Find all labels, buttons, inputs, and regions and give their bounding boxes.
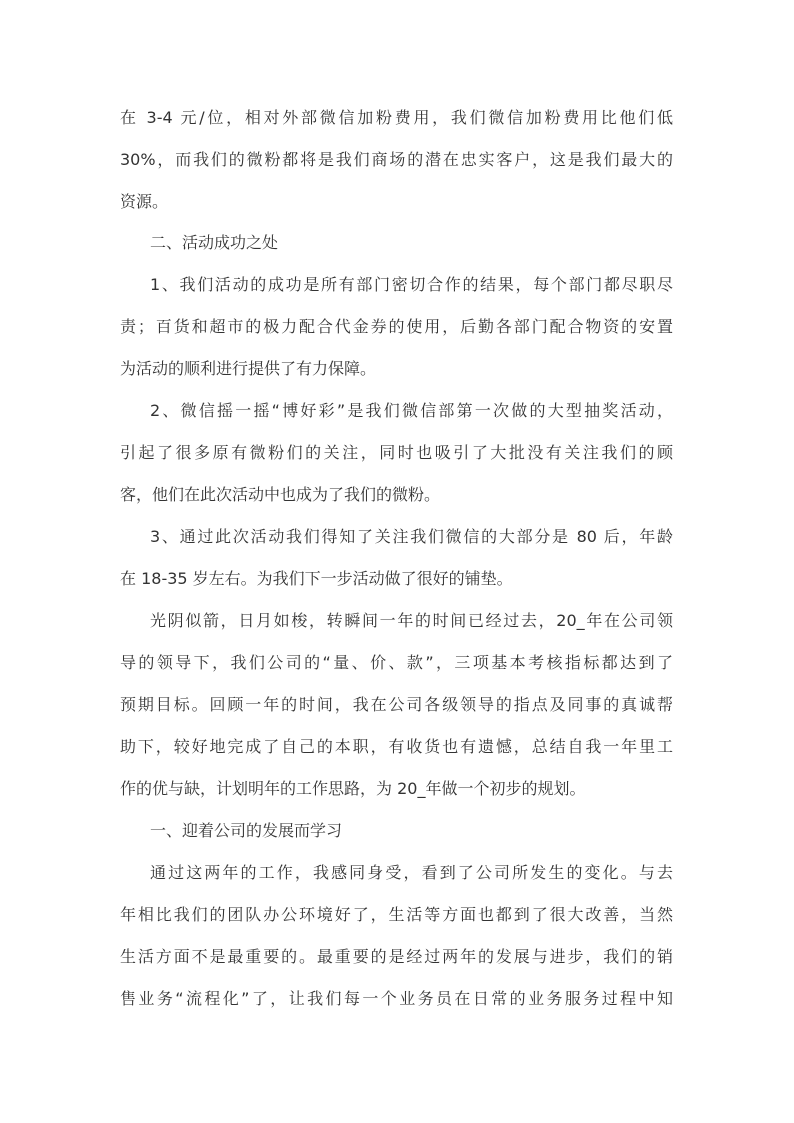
body-text-line: 30%，而我们的微粉都将是我们商场的潜在忠实客户，这是我们最大的 [120,150,673,169]
body-text-line: 1、我们活动的成功是所有部门密切合作的结果，每个部门都尽职尽 [150,275,673,294]
body-text-line: 售业务“流程化”了，让我们每一个业务员在日常的业务服务过程中知 [120,989,673,1008]
body-text-line: 责；百货和超市的极力配合代金券的使用，后勤各部门配合物资的安置 [120,317,673,336]
section-heading: 二、活动成功之处 [150,233,279,252]
body-text-line: 为活动的顺利进行提供了有力保障。 [120,359,377,378]
body-text-line: 助下，较好地完成了自己的本职，有收货也有遗憾，总结自我一年里工 [120,737,673,756]
body-text-line: 资源。 [120,192,169,211]
body-text-line: 预期目标。回顾一年的时间，我在公司各级领导的指点及同事的真诚帮 [120,695,673,714]
body-text-line: 年相比我们的团队办公环境好了，生活等方面也都到了很大改善，当然 [120,905,673,924]
body-text-line: 光阴似箭，日月如梭，转瞬间一年的时间已经过去，20_年在公司领 [150,611,673,630]
body-text-line: 引起了很多原有微粉们的关注，同时也吸引了大批没有关注我们的顾 [120,443,673,462]
body-text-line: 客，他们在此次活动中也成为了我们的微粉。 [120,485,441,504]
body-text-line: 在 3-4 元/位，相对外部微信加粉费用，我们微信加粉费用比他们低 [120,108,673,127]
body-text-line: 生活方面不是最重要的。最重要的是经过两年的发展与进步，我们的销 [120,947,673,966]
body-text-line: 3、通过此次活动我们得知了关注我们微信的大部分是 80 后，年龄 [150,527,673,546]
body-text-line: 作的优与缺，计划明年的工作思路，为 20_年做一个初步的规划。 [120,779,586,798]
section-heading: 一、迎着公司的发展而学习 [150,821,343,840]
body-text-line: 在 18-35 岁左右。为我们下一步活动做了很好的铺垫。 [120,569,513,588]
body-text-line: 通过这两年的工作，我感同身受，看到了公司所发生的变化。与去 [150,863,673,882]
body-text-line: 导的领导下，我们公司的“量、价、款”，三项基本考核指标都达到了 [120,653,673,672]
body-text-line: 2、微信摇一摇“博好彩”是我们微信部第一次做的大型抽奖活动， [150,401,673,420]
